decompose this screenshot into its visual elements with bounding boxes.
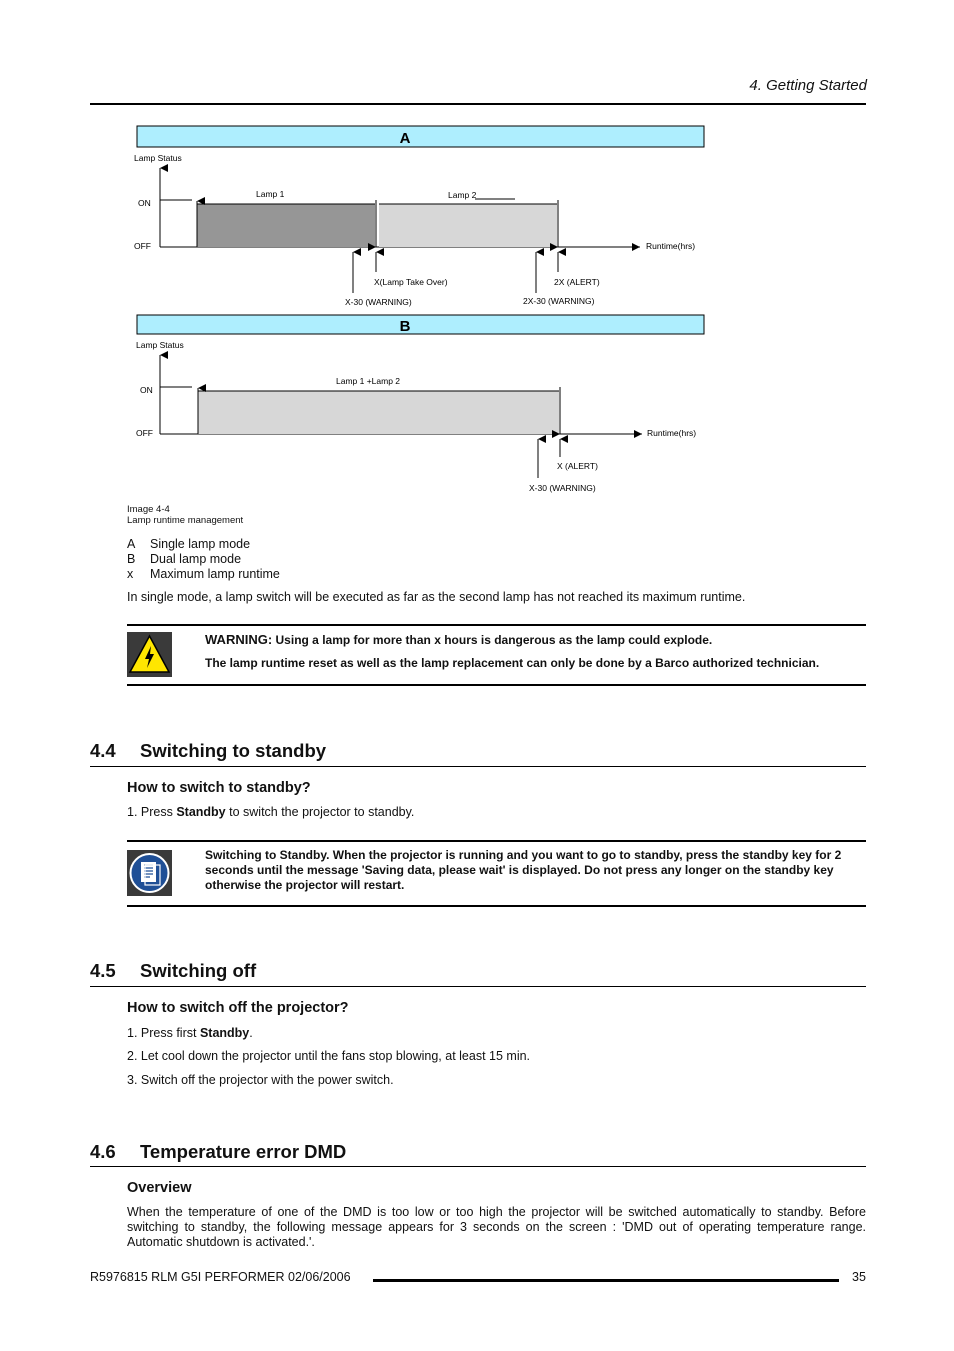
b-warning-label: X-30 (WARNING) [529, 483, 596, 493]
section-4-6-title: 4.6 Temperature error DMD [90, 1141, 347, 1162]
step-item: 1. Press Standby to switch the projector to standby. [127, 805, 415, 819]
step-item: 3. Switch off the projector with the power switch. [127, 1073, 394, 1087]
section-rule [90, 986, 866, 987]
a-lamp1-label: Lamp 1 [256, 189, 285, 199]
figure-caption: Lamp runtime management [127, 515, 244, 526]
page-number: 35 [852, 1270, 866, 1284]
b-off-label: OFF [136, 428, 153, 438]
step-item: 1. Press first Standby. [127, 1026, 253, 1040]
panel-b-header [137, 315, 704, 334]
a-lamp2-label: Lamp 2 [448, 190, 477, 200]
panel-a-label: A [399, 130, 411, 147]
a-alert-label: 2X (ALERT) [554, 277, 600, 287]
warning-box [127, 624, 866, 686]
legend-item: x Maximum lamp runtime [127, 567, 280, 581]
warning-icon [127, 632, 172, 677]
section-4-6-subtitle: Overview [127, 1180, 192, 1196]
b-x-title: Runtime(hrs) [647, 428, 697, 438]
b-y-title: Lamp Status [136, 340, 184, 350]
a-y-title: Lamp Status [134, 153, 182, 163]
a-warning2-label: 2X-30 (WARNING) [523, 296, 595, 306]
a-takeover-label: X(Lamp Take Over) [374, 277, 448, 287]
section-4-4-title: 4.4 Switching to standby [90, 740, 327, 761]
warning-line1: WARNING: Using a lamp for more than x hours is dangerous as the lamp could explode. [205, 632, 713, 647]
section-4-5-subtitle: How to switch off the projector? [127, 1000, 349, 1016]
a-off-label: OFF [134, 241, 151, 251]
note-icon [127, 850, 172, 896]
legend-item: B Dual lamp mode [127, 552, 242, 566]
footer-rule [373, 1279, 839, 1282]
standby-note: Switching to Standby. When the projector is running and you want to go to standby, press the standby key for 2 seconds until the message 'Saving data, please wait' is displayed. Do not press any longer on the standby key otherwise the projector will restart. [205, 848, 842, 892]
panel-a-header [137, 126, 704, 147]
lamps-bar [198, 391, 559, 434]
intro-paragraph: In single mode, a lamp switch will be executed as far as the second lamp has not reached its maximum runtime. [127, 590, 746, 604]
b-alert-label: X (ALERT) [557, 461, 598, 471]
a-warning1-label: X-30 (WARNING) [345, 297, 412, 307]
warning-line2: The lamp runtime reset as well as the lamp replacement can only be done by a Barco authorized technician. [205, 656, 820, 670]
section-rule [90, 766, 866, 767]
a-on-label: ON [138, 198, 151, 208]
panel-b-label: B [399, 318, 411, 335]
figure-number: Image 4-4 [127, 504, 170, 515]
chapter-header: 4. Getting Started [749, 77, 867, 94]
note-box [127, 840, 866, 907]
b-lamps-label: Lamp 1 +Lamp 2 [336, 376, 401, 386]
footer-doc-id: R5976815 RLM G5I PERFORMER 02/06/2006 [90, 1270, 351, 1284]
section-4-4-subtitle: How to switch to standby? [127, 780, 311, 796]
legend-item: A Single lamp mode [127, 537, 251, 551]
panel-b [136, 315, 704, 493]
lamp2-bar [379, 204, 557, 247]
step-item: 2. Let cool down the projector until the fans stop blowing, at least 15 min. [127, 1049, 531, 1063]
panel-a [134, 126, 704, 307]
section-4-5-title: 4.5 Switching off [90, 960, 257, 981]
header-rule [90, 103, 866, 105]
dmd-paragraph: When the temperature of one of the DMD is too low or too high the projector will be switched automatically to standby. Before switching to standby, the following message appears for 3 seconds on the screen : 'DMD out of operating temperature range. Automatic shutdown is activated.'. [127, 1205, 866, 1249]
b-on-label: ON [140, 385, 153, 395]
section-rule [90, 1166, 866, 1167]
lamp1-bar [197, 204, 375, 247]
lamp-runtime-diagram [0, 110, 954, 510]
a-x-title: Runtime(hrs) [646, 241, 696, 251]
